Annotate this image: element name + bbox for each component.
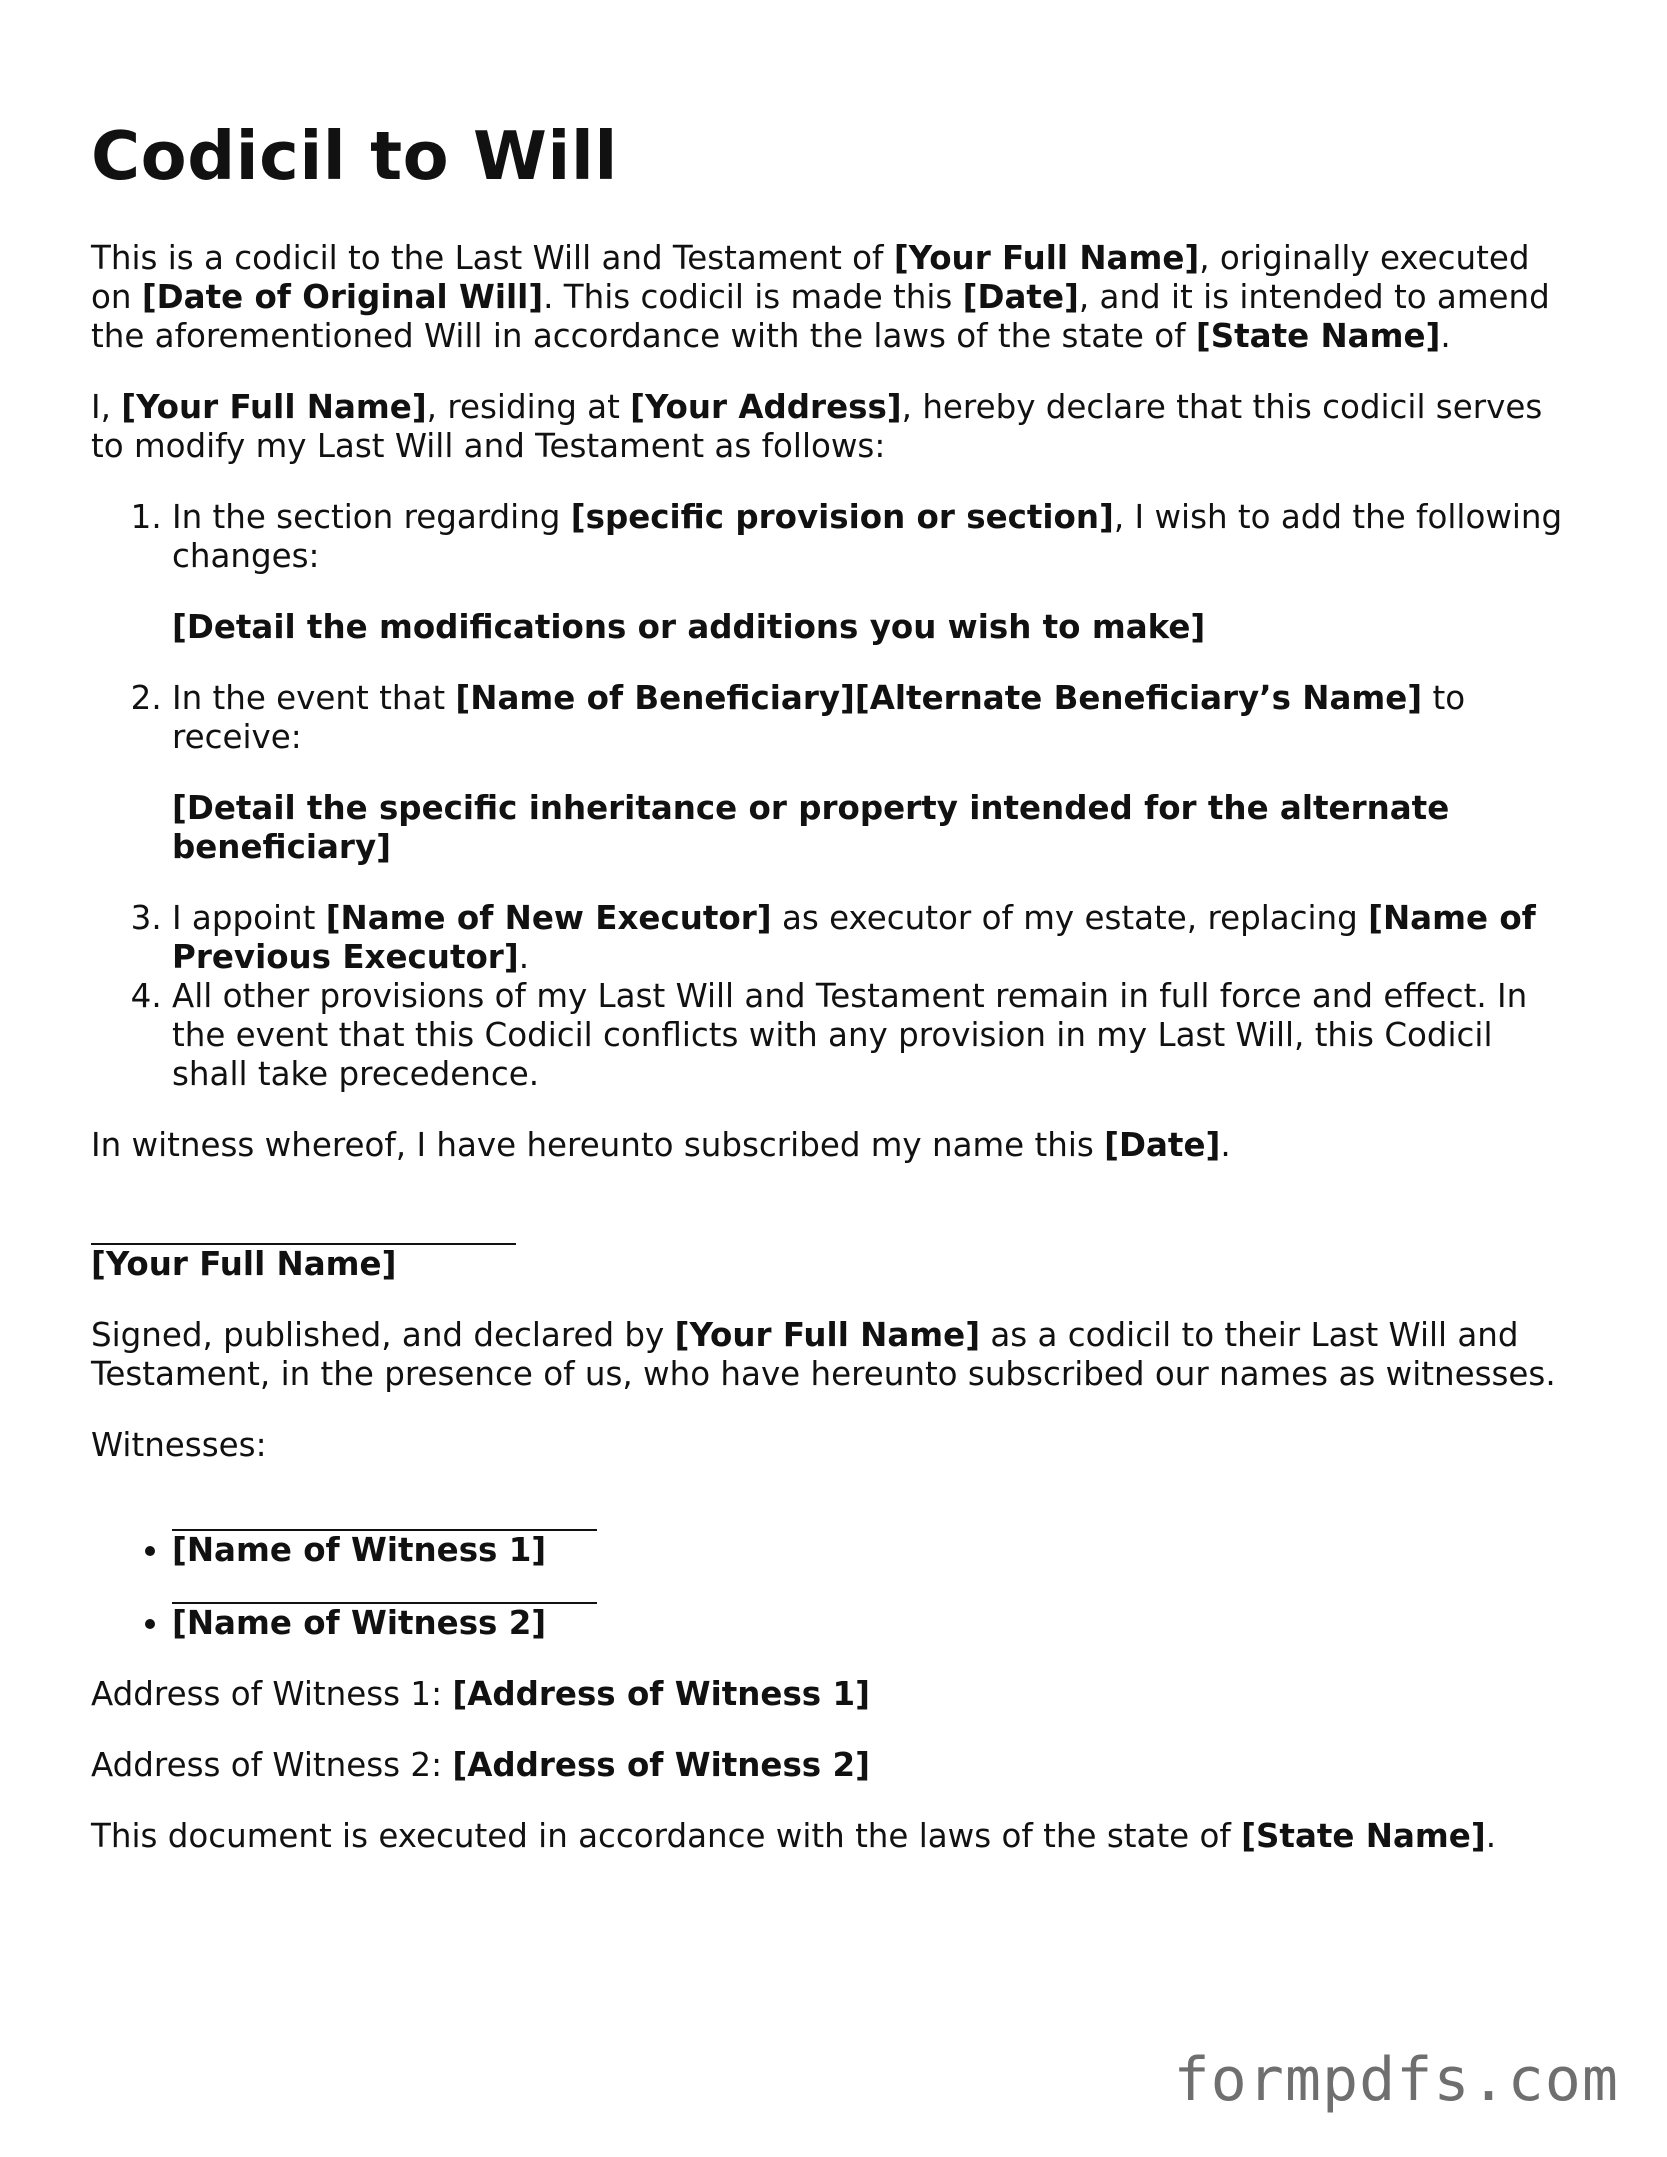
intro-text-5: .: [1440, 317, 1451, 355]
declaration-text-3: , hereby declare that this codicil serves to modify my Last Will and Testament as follows:: [91, 388, 1543, 465]
item-4-text: 4. All other provisions of my Last Will and Testament remain in full force and effect. In the event that this Codicil conflicts with any provision in my Last Will, this Codicil shall take precedence.: [172, 977, 1528, 1093]
section-placeholder: [specific provision or section]: [570, 498, 1114, 536]
signer-name-placeholder: [Your Full Name]: [674, 1316, 981, 1354]
original-will-date-placeholder: [Date of Original Will]: [141, 278, 544, 316]
previous-executor-placeholder: [Name of Previous Executor]: [172, 899, 1536, 976]
signed-statement-text-1: Signed, published, and declared by: [91, 1316, 675, 1354]
witness-1-address-placeholder: [Address of Witness 1]: [452, 1675, 870, 1713]
modifications-detail-placeholder: [Detail the modifications or additions you wish to make]: [172, 608, 1206, 646]
inheritance-detail-placeholder: [Detail the specific inheritance or property intended for the alternate beneficiary]: [172, 789, 1450, 866]
intro-text-2: , originally executed on: [91, 239, 1530, 316]
witness-item-1: [172, 1497, 1571, 1570]
intro-text-4: , and it is intended to amend the aforementioned Will in accordance with the laws of the state of: [91, 278, 1550, 355]
closing-text-1: This document is executed in accordance with the laws of the state of: [91, 1817, 1242, 1855]
witness-1-address: [91, 1675, 1571, 1714]
testator-signature-line: [91, 1205, 516, 1245]
witness-2-signature-line: [172, 1570, 597, 1604]
item-2-text-1: In the event that: [172, 679, 456, 717]
item-2-text-2: to receive:: [172, 679, 1466, 756]
closing-statement: [91, 1817, 1571, 1856]
witness-clause: [91, 1126, 1571, 1165]
document-page: [91, 116, 1571, 1888]
witnesses-label: Witnesses:: [91, 1426, 267, 1464]
modification-item-3: [172, 899, 1571, 977]
witness-2-address-label: Address of Witness 2:: [91, 1746, 453, 1784]
witness-1-name: • [Name of Witness 1]: [172, 1531, 547, 1569]
witness-2-address-placeholder: [Address of Witness 2]: [452, 1746, 870, 1784]
witness-item-2: [172, 1570, 1571, 1643]
closing-text-2: .: [1485, 1817, 1497, 1855]
item-2-text: [172, 679, 1571, 757]
item-3-text: [172, 899, 1571, 977]
witness-2-name: • [Name of Witness 2]: [172, 1604, 547, 1642]
declaration-text-2: , residing at: [426, 388, 631, 426]
intro-text-1: This is a codicil to the Last Will and Testament of: [91, 239, 894, 277]
item-1-text-2: , I wish to add the following changes:: [172, 498, 1563, 575]
modifications-list: [91, 498, 1571, 1094]
document-title: Codicil to Will: [91, 117, 618, 195]
item-3-text-2: as executor of my estate, replacing: [771, 899, 1369, 937]
codicil-date-placeholder: [Date]: [962, 278, 1079, 316]
beneficiary-placeholder: [Name of Beneficiary][Alternate Beneficiary’s Name]: [455, 679, 1423, 717]
declaration-paragraph: [91, 388, 1571, 466]
item-3-text-3: .: [518, 938, 530, 976]
signed-statement-text-2: as a codicil to their Last Will and Testament, in the presence of us, who have hereunto subscribed our names as witnesses.: [91, 1316, 1556, 1393]
modification-item-2: [172, 679, 1571, 867]
witness-clause-text-1: In witness whereof, I have hereunto subscribed my name this: [91, 1126, 1105, 1164]
new-executor-placeholder: [Name of New Executor]: [325, 899, 772, 937]
address-placeholder: [Your Address]: [630, 388, 902, 426]
signed-statement: [91, 1316, 1571, 1394]
site-watermark: formpdfs.com: [1173, 2045, 1619, 2115]
witness-1-signature-line: [172, 1497, 597, 1531]
witness-clause-text-2: .: [1220, 1126, 1231, 1164]
declarant-name-placeholder: [Your Full Name]: [121, 388, 427, 426]
item-3-text-1: I appoint: [172, 899, 326, 937]
testator-signature-name: [Your Full Name]: [91, 1245, 397, 1283]
intro-text-3: . This codicil is made this: [543, 278, 963, 316]
testator-name-placeholder: [Your Full Name]: [893, 239, 1200, 277]
closing-state-placeholder: [State Name]: [1241, 1817, 1486, 1855]
witness-1-address-label: Address of Witness 1:: [91, 1675, 453, 1713]
declaration-text-1: I,: [91, 388, 122, 426]
intro-paragraph: [91, 239, 1571, 356]
item-1-text-1: In the section regarding: [172, 498, 571, 536]
modification-item-4: [172, 977, 1571, 1094]
modification-item-1: [172, 498, 1571, 647]
witness-list: [91, 1497, 1571, 1643]
witness-2-address: [91, 1746, 1571, 1785]
witness-date-placeholder: [Date]: [1104, 1126, 1221, 1164]
state-name-placeholder: [State Name]: [1195, 317, 1441, 355]
item-1-text: [172, 498, 1571, 576]
